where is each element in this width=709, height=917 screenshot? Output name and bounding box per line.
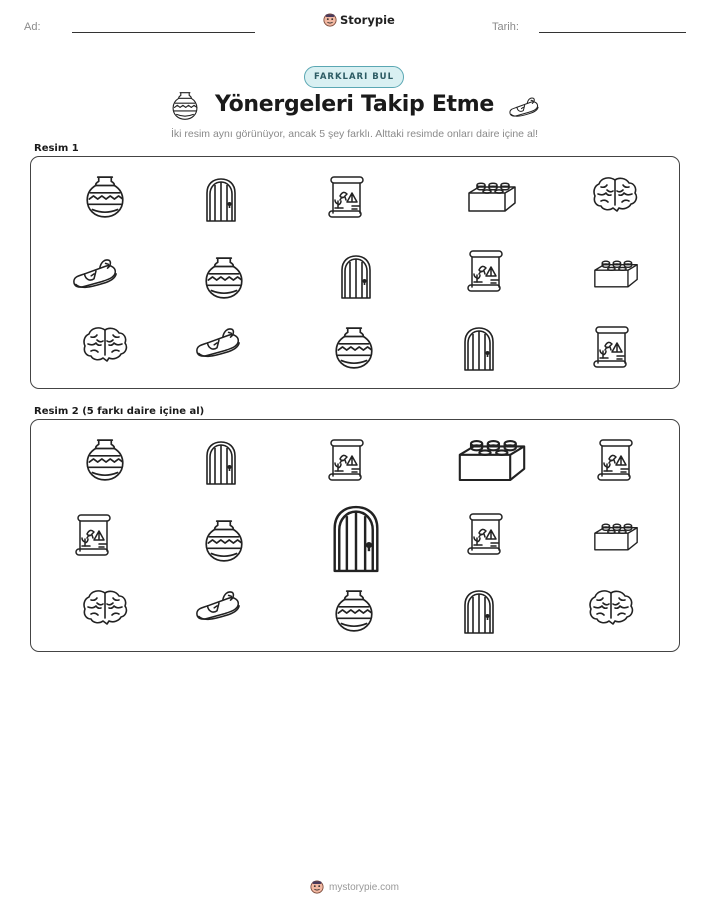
page-title: Yönergeleri Takip Etme xyxy=(214,92,495,117)
vase-icon xyxy=(84,174,126,220)
picture1-label: Resim 1 xyxy=(34,143,79,154)
scroll-icon xyxy=(326,437,366,483)
door-icon xyxy=(339,253,373,301)
brain-icon xyxy=(81,325,129,365)
brand-name: Storypie xyxy=(340,13,395,27)
footer-url[interactable]: mystorypie.com xyxy=(328,881,399,893)
brick-icon xyxy=(467,179,517,213)
date-line[interactable] xyxy=(539,32,686,33)
category-badge: FARKLARI BUL xyxy=(304,66,404,88)
instructions: İki resim aynı görünüyor, ancak 5 şey farklı. Alttaki resimde onları daire içine al! xyxy=(170,128,539,140)
brain-icon xyxy=(81,588,129,628)
mascot-icon xyxy=(323,13,337,27)
sandal-icon xyxy=(508,92,540,120)
vase-icon xyxy=(203,518,245,564)
door-icon xyxy=(330,504,382,574)
picture2-panel xyxy=(30,419,680,652)
scroll-icon xyxy=(465,248,505,294)
brand-logo xyxy=(323,13,395,27)
brain-icon xyxy=(587,588,635,628)
scroll-icon xyxy=(73,512,113,558)
brain-icon xyxy=(591,175,639,215)
name-line[interactable] xyxy=(72,32,255,33)
scroll-icon xyxy=(326,174,366,220)
door-icon xyxy=(204,176,238,224)
vase-icon xyxy=(333,588,375,634)
name-label: Ad: xyxy=(24,21,41,33)
sandal-icon xyxy=(71,252,119,292)
footer xyxy=(0,880,709,894)
vase-icon xyxy=(333,325,375,371)
door-icon xyxy=(462,588,496,636)
door-icon xyxy=(204,439,238,487)
picture1-panel xyxy=(30,156,680,389)
scroll-icon xyxy=(595,437,635,483)
sandal-icon xyxy=(194,584,242,624)
date-label: Tarih: xyxy=(492,21,519,33)
brick-icon xyxy=(593,520,639,552)
vase-icon xyxy=(203,255,245,301)
scroll-icon xyxy=(465,511,505,557)
brick-icon xyxy=(457,431,527,487)
vase-icon xyxy=(84,437,126,483)
door-icon xyxy=(462,325,496,373)
mascot-icon xyxy=(310,880,324,894)
scroll-icon xyxy=(591,324,631,370)
sandal-icon xyxy=(194,321,242,361)
brick-icon xyxy=(593,257,639,289)
picture2-label: Resim 2 (5 farkı daire içine al) xyxy=(34,406,205,417)
